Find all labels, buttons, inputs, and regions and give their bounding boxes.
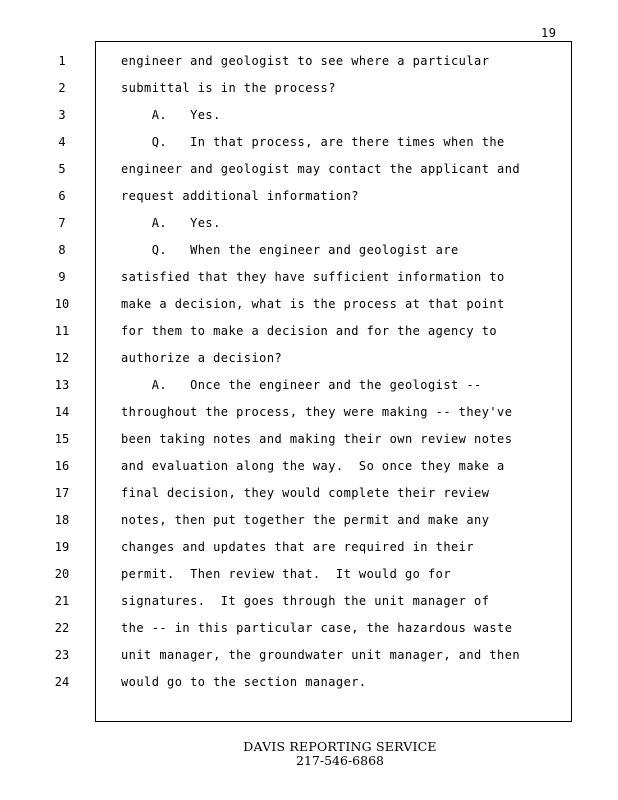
transcript-line: final decision, they would complete their review — [121, 486, 490, 500]
line-number: 14 — [54, 405, 70, 419]
line-number: 9 — [58, 270, 66, 284]
transcript-line: permit. Then review that. It would go for — [121, 567, 452, 581]
line-number: 6 — [58, 189, 66, 203]
line-number: 24 — [54, 675, 70, 689]
line-number: 8 — [58, 243, 66, 257]
line-number: 16 — [54, 459, 70, 473]
line-number: 22 — [54, 621, 70, 635]
transcript-line: changes and updates that are required in their — [121, 540, 475, 554]
page-number: 19 — [541, 26, 557, 40]
transcript-line: request additional information? — [121, 189, 359, 203]
line-number: 20 — [54, 567, 70, 581]
transcript-line: Q. In that process, are there times when the — [121, 135, 505, 149]
transcript-line: engineer and geologist to see where a particular — [121, 54, 490, 68]
line-number: 12 — [54, 351, 70, 365]
transcript-line: throughout the process, they were making -- they've — [121, 405, 513, 419]
line-number: 5 — [58, 162, 66, 176]
transcript-line: A. Once the engineer and the geologist -- — [121, 378, 482, 392]
line-number: 4 — [58, 135, 66, 149]
line-number: 1 — [58, 54, 66, 68]
line-number: 13 — [54, 378, 70, 392]
transcript-line: Q. When the engineer and geologist are — [121, 243, 459, 257]
transcript-line: make a decision, what is the process at that point — [121, 297, 505, 311]
line-number: 19 — [54, 540, 70, 554]
transcript-line: engineer and geologist may contact the applicant and — [121, 162, 521, 176]
line-number-column — [40, 53, 84, 701]
transcript-line: would go to the section manager. — [121, 675, 367, 689]
line-number: 23 — [54, 648, 70, 662]
transcript-line: the -- in this particular case, the hazardous waste — [121, 621, 513, 635]
transcript-line: A. Yes. — [121, 108, 221, 122]
line-number: 18 — [54, 513, 70, 527]
line-number: 21 — [54, 594, 70, 608]
transcript-line: signatures. It goes through the unit manager of — [121, 594, 490, 608]
footer-company: DAVIS REPORTING SERVICE — [243, 739, 437, 754]
transcript-line: and evaluation along the way. So once they make a — [121, 459, 505, 473]
line-number: 10 — [54, 297, 70, 311]
line-number: 2 — [58, 81, 66, 95]
transcript-line: unit manager, the groundwater unit manager, and then — [121, 648, 521, 662]
line-number: 7 — [58, 216, 66, 230]
line-number: 3 — [58, 108, 66, 122]
transcript-line: for them to make a decision and for the agency to — [121, 324, 498, 338]
transcript-line: notes, then put together the permit and make any — [121, 513, 490, 527]
transcript-line: satisfied that they have sufficient information to — [121, 270, 505, 284]
line-number: 15 — [54, 432, 70, 446]
transcript-line: been taking notes and making their own review notes — [121, 432, 513, 446]
footer-phone: 217-546-6868 — [296, 753, 384, 768]
transcript-line: submittal is in the process? — [121, 81, 336, 95]
transcript-line: A. Yes. — [121, 216, 221, 230]
transcript-text — [121, 53, 561, 701]
transcript-line: authorize a decision? — [121, 351, 283, 365]
line-number: 11 — [54, 324, 70, 338]
line-number: 17 — [54, 486, 70, 500]
